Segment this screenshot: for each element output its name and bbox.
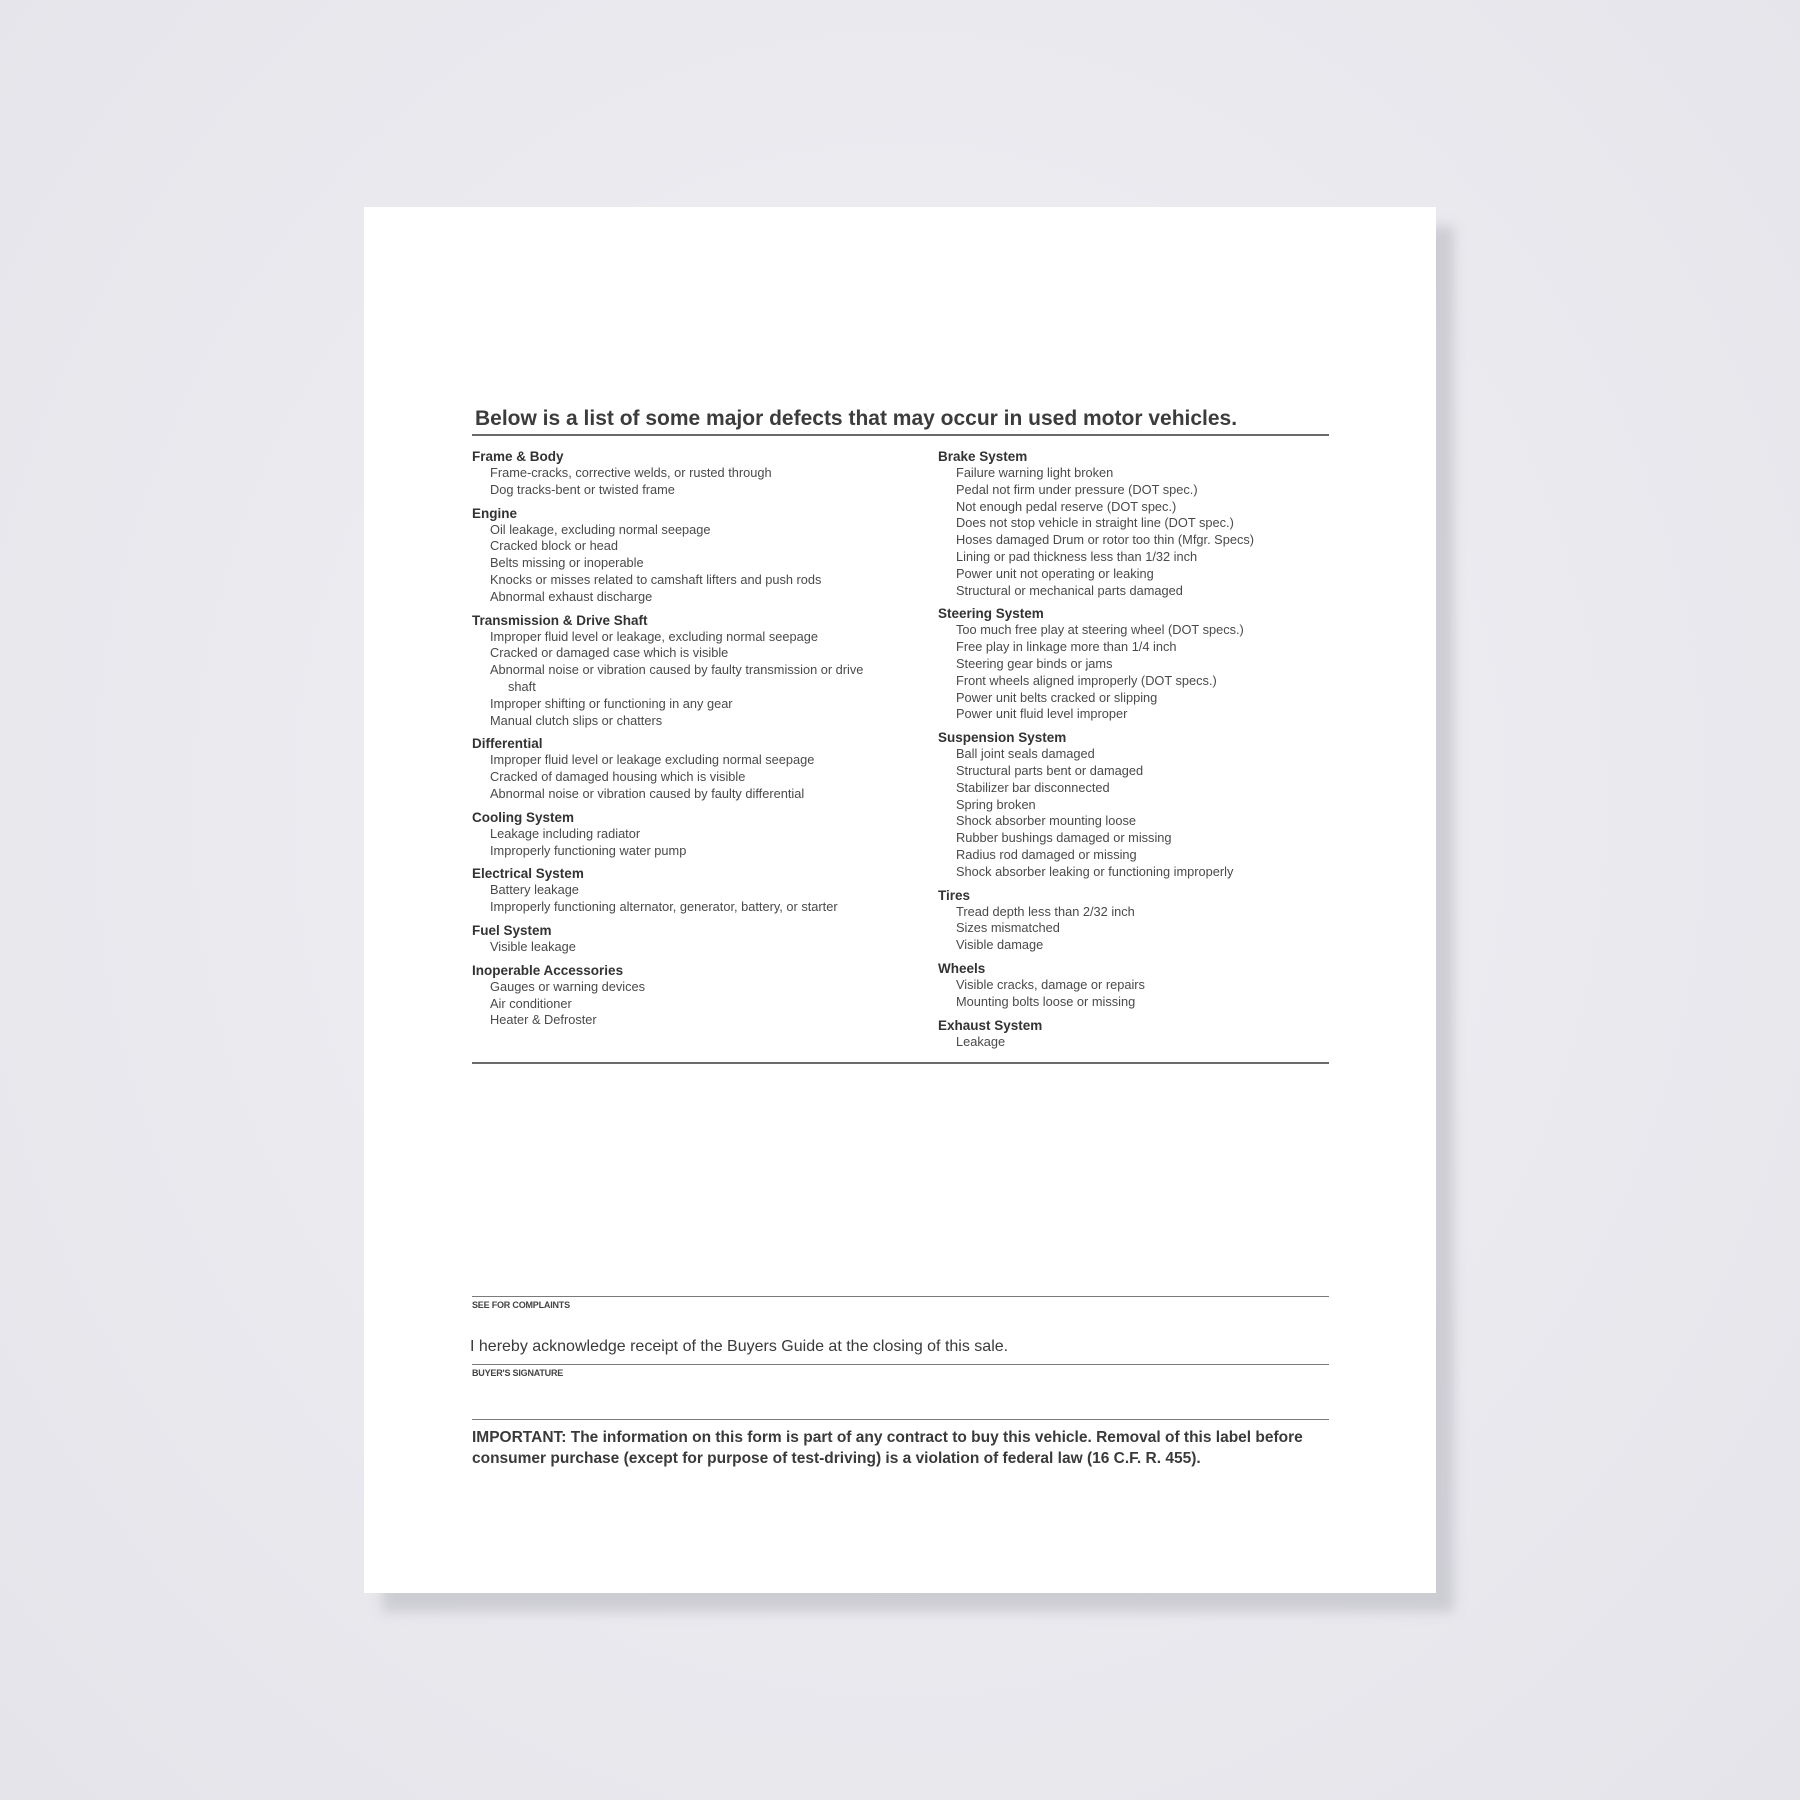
defect-item: Cracked or damaged case which is visible [490,645,729,661]
defect-category [472,448,938,499]
defect-category [938,887,1329,954]
defect-item: Not enough pedal reserve (DOT spec.) [956,498,1177,514]
defect-item: Dog tracks-bent or twisted frame [490,481,675,497]
defect-category [938,605,1329,723]
defect-item: Frame-cracks, corrective welds, or rusted through [490,465,772,480]
defect-item: Improper fluid level or leakage excluding normal seepage [490,752,815,768]
defect-item: Improperly functioning alternator, generator, battery, or starter [490,899,838,915]
defect-item: Abnormal noise or vibration caused by faulty transmission or drive shaft [490,662,864,694]
defect-item: Structural parts bent or damaged [956,762,1144,778]
acknowledgment-text: I hereby acknowledge receipt of the Buyers Guide at the closing of this sale. [470,1338,1009,1355]
defect-item: Failure warning light broken [956,465,1114,480]
defect-item: Cracked of damaged housing which is visible [490,769,746,785]
defect-category [938,729,1329,880]
defect-item: Steering gear binds or jams [956,655,1113,671]
defect-item: Power unit not operating or leaking [956,565,1154,581]
defect-item: Battery leakage [490,882,579,898]
signature-label: BUYER'S SIGNATURE [472,1368,564,1378]
defect-item: Stabilizer bar disconnected [956,779,1110,795]
signature-line[interactable] [472,1364,1329,1378]
defect-item: Improper shifting or functioning in any gear [490,695,733,711]
defect-item: Visible damage [956,937,1044,953]
defect-item: Tread depth less than 2/32 inch [956,903,1135,919]
defect-item: Lining or pad thickness less than 1/32 inch [956,548,1198,564]
defect-item: Rubber bushings damaged or missing [956,830,1172,846]
important-rule-wrap [472,1419,1329,1420]
defect-item: Improper fluid level or leakage, excluding normal seepage [490,628,818,644]
defect-item: Abnormal noise or vibration caused by faulty differential [490,785,805,801]
defect-item: Shock absorber leaking or functioning improperly [956,863,1234,879]
defect-item: Does not stop vehicle in straight line (DOT spec.) [956,515,1234,531]
defect-item: Oil leakage, excluding normal seepage [490,521,711,537]
defect-item: Mounting bolts loose or missing [956,993,1136,1009]
defect-item: Belts missing or inoperable [490,555,644,571]
defect-item: Power unit fluid level improper [956,706,1128,722]
defect-category-title: Fuel System [472,922,552,938]
complaints-label: SEE FOR COMPLAINTS [472,1300,570,1310]
defect-category-title: Exhaust System [938,1017,1043,1033]
defect-category-title: Tires [938,887,971,903]
defect-item: Abnormal exhaust discharge [490,588,653,604]
defect-item: Spring broken [956,796,1036,812]
defect-category-title: Wheels [938,960,986,976]
complaints-line [472,1296,1329,1310]
defect-item: Radius rod damaged or missing [956,846,1137,862]
defect-item: Front wheels aligned improperly (DOT specs.) [956,672,1217,688]
defect-item: Knocks or misses related to camshaft lifters and push rods [490,571,822,587]
defect-item: Improperly functioning water pump [490,842,687,858]
defect-item: Too much free play at steering wheel (DOT specs.) [956,622,1244,638]
defect-item: Visible cracks, damage or repairs [956,976,1145,992]
defect-item: Hoses damaged Drum or rotor too thin (Mfgr. Specs) [956,532,1255,548]
defect-category-title: Electrical System [472,866,584,882]
defect-category [472,922,938,956]
defect-item: Air conditioner [490,995,572,1011]
defect-item: Cracked block or head [490,538,619,554]
important-notice: IMPORTANT: The information on this form is part of any contract to buy this vehicle. Removal of this label before consumer purchase (except for purpose of test-driving) is a violation of federal law (16 C.F. R. 455). [472,1429,1303,1467]
signature-rule [472,1364,1329,1365]
defects-left-column [472,448,938,1056]
defect-category-title: Brake System [938,449,1028,464]
defects-columns [472,448,1329,1056]
defect-item: Leakage including radiator [490,825,641,841]
defect-category-title: Suspension System [938,730,1067,746]
defect-item: Pedal not firm under pressure (DOT spec.) [956,481,1198,497]
important-rule [472,1419,1329,1420]
defect-category [472,962,938,1029]
defect-item: Visible leakage [490,938,576,954]
defect-item: Leakage [956,1033,1006,1049]
defect-category-title: Engine [472,505,518,521]
defect-category [472,865,938,916]
defect-category [472,505,938,606]
defect-category-title: Inoperable Accessories [472,962,624,978]
defect-item: Free play in linkage more than 1/4 inch [956,639,1177,655]
defect-category [938,960,1329,1011]
defect-item: Power unit belts cracked or slipping [956,689,1158,705]
defects-bottom-rule [472,1062,1329,1064]
defects-right-column [938,448,1329,1056]
defect-category-title: Cooling System [472,809,575,825]
defect-category-title: Frame & Body [472,449,564,464]
defect-item: Sizes mismatched [956,920,1060,936]
buyers-guide-back-page [364,207,1436,1593]
defects-heading: Below is a list of some major defects that may occur in used motor vehicles. [472,407,1329,436]
complaints-rule [472,1296,1329,1297]
defect-category [938,448,1329,599]
defect-item: Gauges or warning devices [490,978,646,994]
defect-category-title: Differential [472,736,543,752]
defect-category [938,1017,1329,1051]
defects-list-section [472,407,1329,1064]
defect-category [472,809,938,860]
defect-item: Structural or mechanical parts damaged [956,582,1183,598]
defect-item: Manual clutch slips or chatters [490,712,663,728]
defect-item: Heater & Defroster [490,1012,597,1028]
defect-item: Shock absorber mounting loose [956,813,1136,829]
defect-category-title: Steering System [938,606,1044,622]
defect-category [472,612,938,730]
defect-category-title: Transmission & Drive Shaft [472,612,648,628]
defect-category [472,735,938,802]
defect-item: Ball joint seals damaged [956,746,1095,762]
